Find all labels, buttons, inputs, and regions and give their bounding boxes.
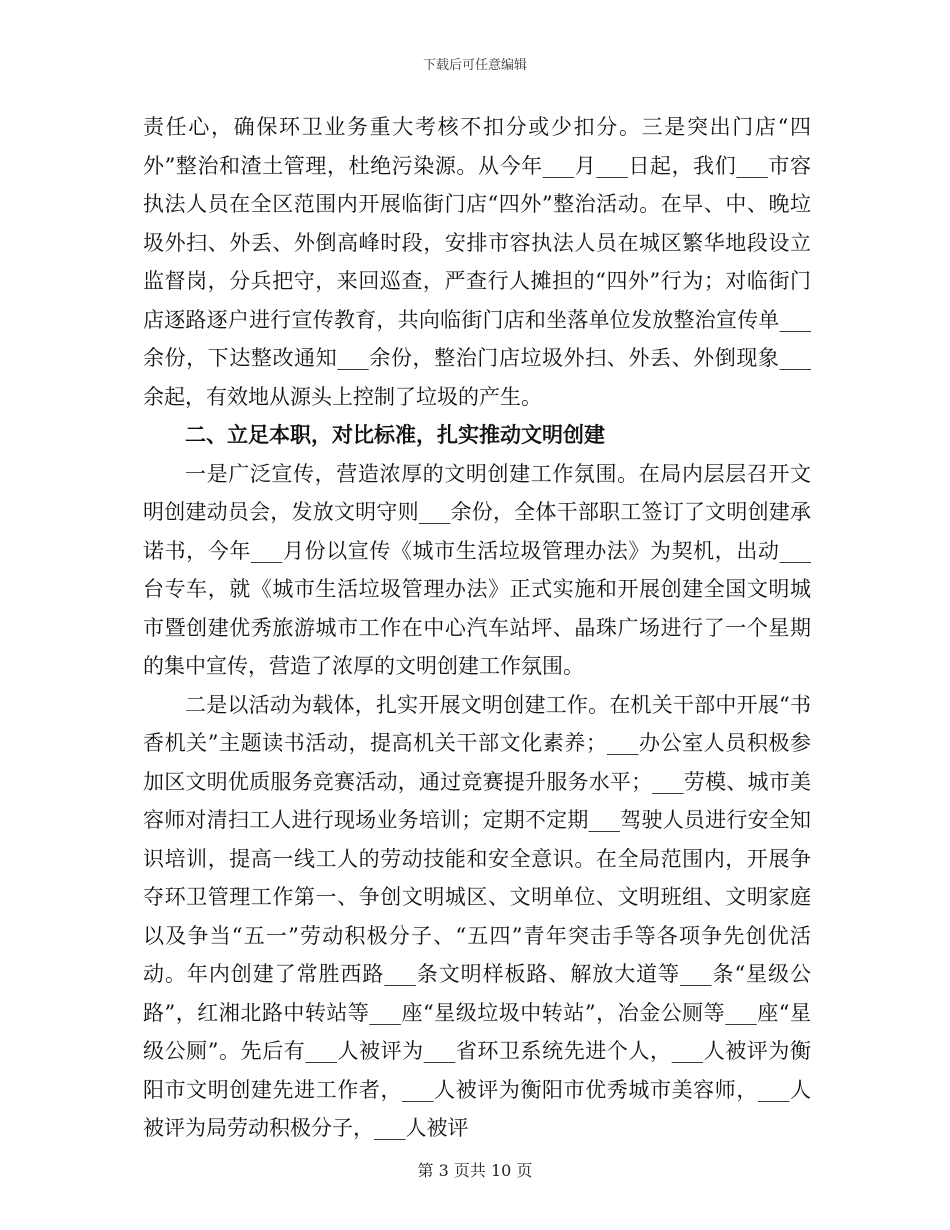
document-body <box>143 108 811 1148</box>
page-footer: 第 3 页共 10 页 <box>417 1161 533 1180</box>
paragraph-activities: 二是以活动为载体，扎实开展文明创建工作。在机关干部中开展“书香机关”主题读书活动，提高机关干部文化素养；___办公室人员积极参加区文明优质服务竞赛活动，通过竞赛提升服务水平；___劳模、城市美容师对清扫工人进行现场业务培训；定期不定期___驾驶人员进行安全知识培训，提高一线工人的劳动技能和安全意识。在全局范围内，开展争夺环卫管理工作第一、争创文明城区、文明单位、文明班组、文明家庭以及争当“五一”劳动积极分子、“五四”青年突击手等各项争先创优活动。年内创建了常胜西路___条文明样板路、解放大道等___条“星级公路”，红湘北路中转站等___座“星级垃圾中转站”，冶金公厕等___座“星级公厕”。先后有___人被评为___省环卫系统先进个人，___人被评为衡阳市文明创建先进工作者，___人被评为衡阳市优秀城市美容师，___人被评为局劳动积极分子，___人被评 <box>143 692 811 1140</box>
page-header: 下载后可任意编辑 <box>422 58 527 73</box>
section-heading: 二、立足本职，对比标准，扎实推动文明创建 <box>185 422 605 447</box>
paragraph-publicity: 一是广泛宣传，营造浓厚的文明创建工作氛围。在局内层层召开文明创建动员会，发放文明守则___余份，全体干部职工签订了文明创建承诺书，今年___月份以宣传《城市生活垃圾管理办法》为契机，出动___台专车，就《城市生活垃圾管理办法》正式实施和开展创建全国文明城市暨创建优秀旅游城市工作在中心汽车站坪、晶珠广场进行了一个星期的集中宣传，营造了浓厚的文明创建工作氛围。 <box>143 461 811 678</box>
paragraph-continuation: 责任心，确保环卫业务重大考核不扣分或少扣分。三是突出门店“四外”整治和渣土管理，杜绝污染源。从今年___月___日起，我们___市容执法人员在全区范围内开展临街门店“四外”整治活动。在早、中、晚垃圾外扫、外丢、外倒高峰时段，安排市容执法人员在城区繁华地段设立监督岗，分兵把守，来回巡查，严查行人摊担的“四外”行为；对临街门店逐路逐户进行宣传教育，共向临街门店和坐落单位发放整治宣传单___余份，下达整改通知___余份，整治门店垃圾外扫、外丢、外倒现象___余起，有效地从源头上控制了垃圾的产生。 <box>143 115 811 409</box>
